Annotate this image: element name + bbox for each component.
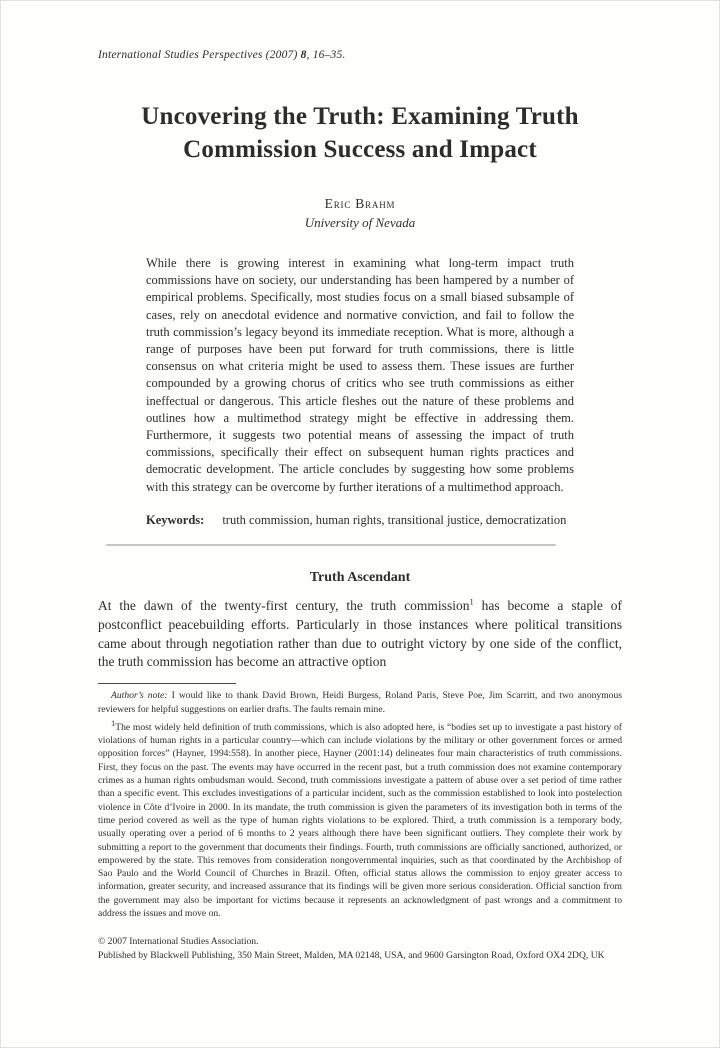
journal-pages: , 16–35. bbox=[306, 49, 346, 61]
body-text-before-footnote: At the dawn of the twenty-first century, the truth commission bbox=[98, 598, 470, 614]
authors-note-label: Author’s note: bbox=[111, 690, 168, 702]
footnote-1 bbox=[98, 717, 622, 920]
author-affiliation: University of Nevada bbox=[304, 215, 416, 230]
author-name: Eric Brahm bbox=[324, 196, 396, 211]
footnote-reference-marker: 1 bbox=[469, 596, 474, 607]
footnote-1-text: The most widely held definition of truth commissions, which is also adopted here, is “bodies set up to investigate a past history of violations of human rights in a particular country—which can include violations by the military or other government forces or armed opposition forces” (Hayner, 1994:558). In another piece, Hayner (2001:14) delineates four main characteristics of truth commissions. First, they focus on the past. The events may have occurred in the recent past, but a truth commission does not examine contemporary crimes as a human rights ombudsman would. Second, truth commissions investigate a pattern of abuse over a set period of time rather than a specific event. This excludes investigations of a particular incident, such as the commission established to look into postelection violence in Côte d’Ivoire in 2000. In its mandate, the truth commission is given the parameters of its investigation both in terms of the time period covered as well as the type of human rights violations to be explored. Third, a truth commission is a temporary body, usually operating over a period of 6 months to 2 years although there have been significant outliers. They complete their work by submitting a report to the government that documents their findings. Fourth, truth commissions are officially sanctioned, authorized, or empowered by the state. This removes from consideration nongovernmental inquiries, such as that coordinated by the Archbishop of Sao Paulo and the World Council of Churches in Brazil. Often, official status allows the commission to enjoy greater access to information, greater security, and increased assurance that its findings will be given more serious consideration. Official sanction from the government may also be important for victims because it represents an acknowledgment of past wrongs and a commitment to address the issues and move on. bbox=[98, 721, 622, 919]
keywords-label: Keywords: bbox=[146, 512, 205, 527]
journal-volume: 8 bbox=[300, 49, 307, 61]
section-heading: Truth Ascendant bbox=[309, 570, 411, 586]
footnote-separator-rule bbox=[98, 683, 236, 684]
footnote-1-marker: 1 bbox=[111, 717, 116, 728]
authors-note-text: I would like to thank David Brown, Heidi Burgess, Roland Paris, Steve Poe, Jim Scarritt, and two anonymous reviewers for helpful suggestions on earlier drafts. The faults remain mine. bbox=[98, 690, 623, 715]
keywords-text: truth commission, human rights, transitional justice, democratization bbox=[222, 512, 567, 527]
body-text-after-footnote: has become a staple of postconflict peacebuilding efforts. Particularly in those instances where political transitions came about through negotiation rather than due to outright victory by one side of the conflict, the truth commission has become an attractive option bbox=[98, 598, 622, 670]
journal-name: International Studies Perspectives bbox=[98, 49, 263, 61]
abstract-divider-rule bbox=[106, 544, 556, 546]
authors-note bbox=[98, 689, 622, 716]
abstract-text: While there is growing interest in examining what long-term impact truth commissions have on society, our understanding has been hampered by a number of empirical problems. Specifically, most studies focus on a small biased subsample of cases, rely on anecdotal evidence and normative conviction, and fail to follow the truth commission’s legacy beyond its immediate reception. What is more, although a range of purposes have been put forward for truth commissions, there is little consensus on what criteria might be used to assess them. These issues are further compounded by a growing chorus of critics who see truth commissions as either ineffectual or dangerous. This article fleshes out the nature of these problems and outlines how a multimethod strategy might be effective in addressing them. Furthermore, it suggests two potential means of assessing the impact of truth commissions, specifically their effect on subsequent human rights practices and democratic development. The article concludes by suggesting how some problems with this strategy can be overcome by further iterations of a multimethod approach. bbox=[146, 256, 574, 494]
journal-year: (2007) bbox=[262, 49, 301, 61]
body-paragraph bbox=[98, 597, 622, 672]
journal-citation-line bbox=[98, 49, 622, 61]
publisher-footer bbox=[98, 935, 622, 962]
keywords-block bbox=[146, 512, 574, 529]
publisher-line: Published by Blackwell Publishing, 350 Main Street, Malden, MA 02148, USA, and 9600 Garsington Road, Oxford OX4 2DQ, UK bbox=[98, 949, 605, 961]
copyright-line: © 2007 International Studies Association. bbox=[98, 936, 259, 948]
article-title: Uncovering the Truth: Examining Truth Commission Success and Impact bbox=[141, 103, 579, 163]
